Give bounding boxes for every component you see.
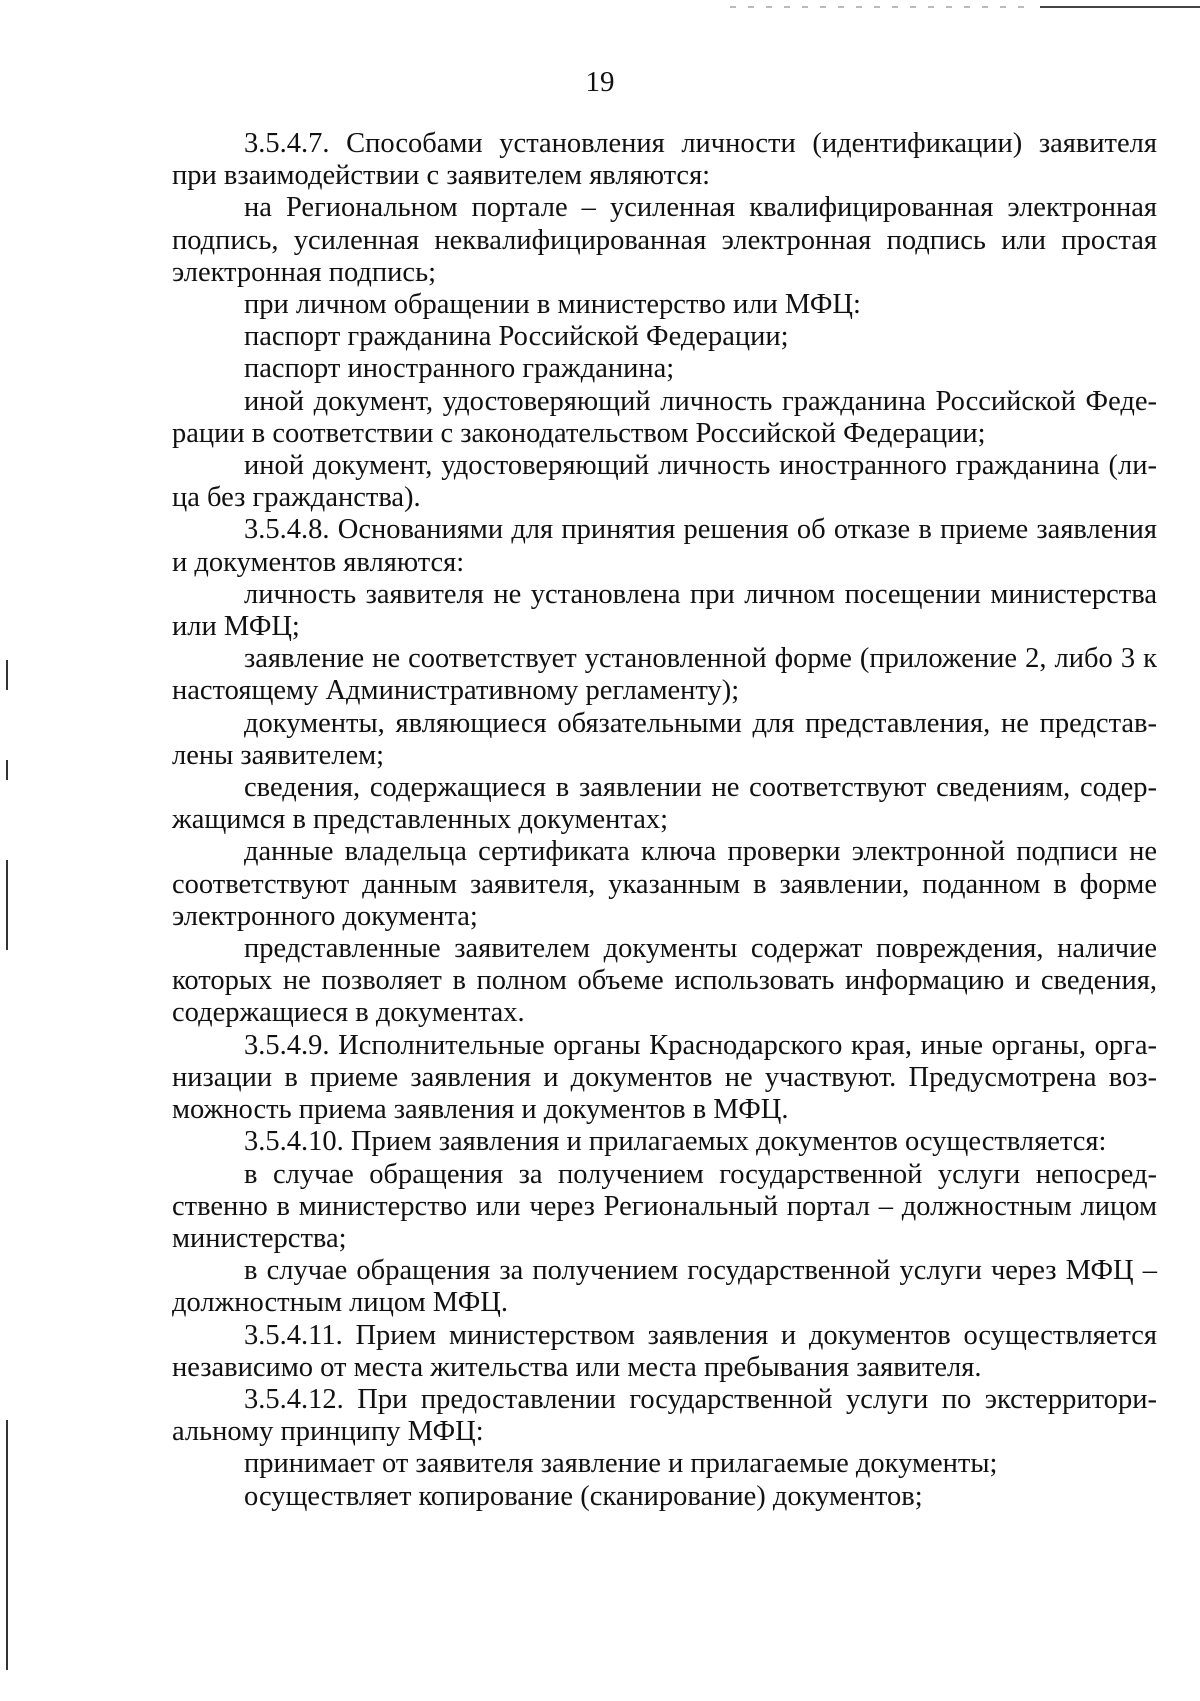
paragraph: 3.5.4.10. Прием заявления и прилагаемых документов осуществляется:	[244, 1126, 1107, 1158]
paragraph: паспорт иностранного гражданина;	[244, 353, 675, 385]
scan-artifact-top-marks	[730, 6, 1030, 8]
paragraph: на Региональном портале – усиленная квалифицированная электронная подпись, усиленная неквалифицированная электронная подпись или простая электронная подпись;	[172, 192, 1157, 288]
scan-artifact-edge-mark	[6, 860, 8, 950]
paragraph: данные владельца сертификата ключа проверки электронной подписи не соответствуют данным заявителя, указанным в заявлении, поданном в форме электронного документа;	[172, 836, 1157, 932]
paragraph: 3.5.4.11. Прием министерством заявления и документов осуществляется независимо от места жительства или места пребывания заявителя.	[172, 1319, 1157, 1383]
scan-artifact-top-line	[1040, 6, 1200, 8]
paragraph: паспорт гражданина Российской Федерации;	[244, 321, 789, 353]
paragraph: 3.5.4.8. Основаниями для принятия решения об отказе в приеме заявления и документов являются:	[172, 514, 1157, 578]
paragraph: принимает от заявителя заявление и прилагаемые документы;	[244, 1448, 998, 1480]
paragraph: личность заявителя не установлена при личном посещении министерства или МФЦ;	[172, 578, 1157, 643]
paragraph: 3.5.4.7. Способами установления личности (идентификации) заявителя при взаимодействии с заявителем являются:	[172, 128, 1157, 192]
paragraph: при личном обращении в министерство или МФЦ:	[244, 289, 861, 321]
scan-artifact-edge-mark	[6, 660, 8, 690]
paragraph: документы, являющиеся обязательными для представления, не представлены заявителем;	[172, 707, 1157, 771]
paragraph: в случае обращения за получением государственной услуги через МФЦ – должностным лицом МФЦ.	[172, 1255, 1157, 1319]
paragraph: представленные заявителем документы содержат повреждения, наличие которых не позволяет в полном объеме использовать информацию и сведения, содержащиеся в документах.	[172, 933, 1157, 1029]
paragraph: 3.5.4.9. Исполнительные органы Краснодарского края, иные органы, организации в приеме заявления и документов не участвуют. Предусмотрена возможность приема заявления и документов в МФЦ.	[172, 1029, 1157, 1126]
scan-artifact-edge-mark	[6, 760, 8, 780]
paragraph: сведения, содержащиеся в заявлении не соответствуют сведениям, содержащимся в представленных документах;	[172, 772, 1157, 836]
paragraph: осуществляет копирование (сканирование) документов;	[244, 1480, 923, 1512]
paragraph: 3.5.4.12. При предоставлении государственной услуги по экстерриториальному принципу МФЦ:	[172, 1383, 1157, 1448]
document-body	[172, 128, 1157, 1513]
paragraph: иной документ, удостоверяющий личность иностранного гражданина (лица без гражданства).	[172, 450, 1157, 514]
paragraph: заявление не соответствует установленной форме (приложение 2, либо 3 к настоящему Административному регламенту);	[172, 643, 1157, 707]
paragraph: в случае обращения за получением государственной услуги непосредственно в министерство или через Региональный портал – должностным лицом министерства;	[172, 1158, 1157, 1254]
paragraph: иной документ, удостоверяющий личность гражданина Российской Федерации в соответствии с законодательством Российской Федерации;	[172, 385, 1157, 449]
scan-artifact-edge-mark	[6, 1420, 8, 1670]
page-number: 19	[585, 66, 615, 98]
